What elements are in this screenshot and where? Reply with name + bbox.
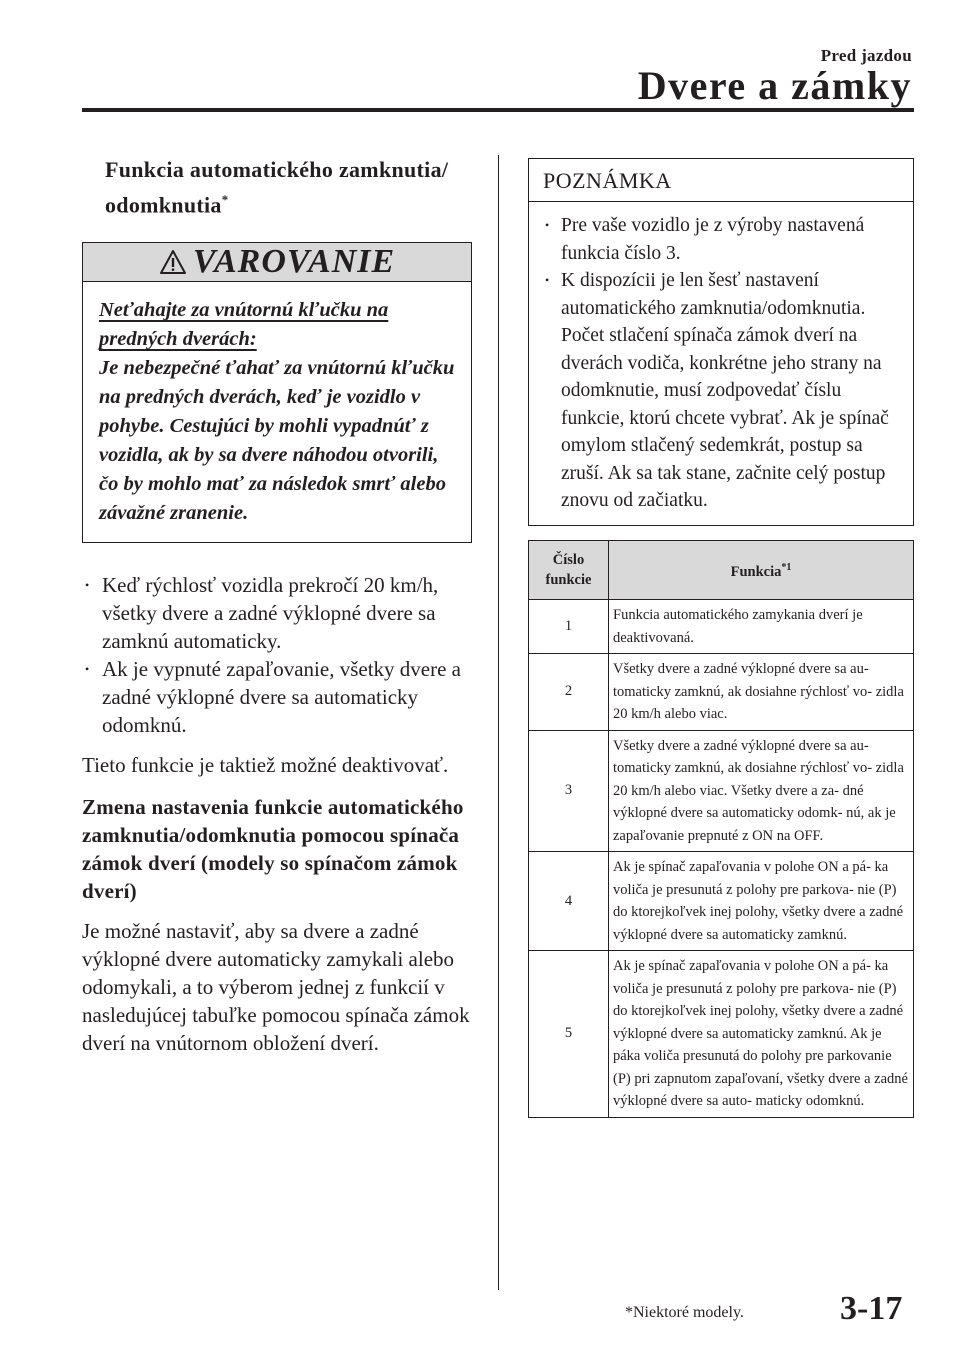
note-box	[528, 158, 914, 526]
function-table	[528, 540, 914, 1118]
table-row	[529, 654, 914, 731]
subheading: Zmena nastavenia funkcie automatického zamknutia/odomknutia pomocou spínača zámok dverí (modely so spínačom zámok dverí)	[82, 795, 464, 904]
cell-number: 3	[529, 730, 609, 852]
warning-triangle-icon	[159, 249, 187, 275]
cell-number: 1	[529, 600, 609, 654]
warning-body	[83, 282, 471, 542]
cell-text: Funkcia automatického zamykania dverí je deaktivovaná.	[609, 600, 914, 654]
header-rule	[82, 108, 914, 112]
warning-box	[82, 242, 472, 543]
cell-number: 2	[529, 654, 609, 731]
cell-text: Všetky dvere a zadné výklopné dvere sa au- tomaticky zamknú, ak dosiahne rýchlosť vo- zidla 20 km/h alebo viac. Všetky dvere a za- dné výklopné dvere sa automaticky odomk- nú, ak je zapaľovanie prepnuté z ON na OFF.	[609, 730, 914, 852]
left-column	[82, 155, 472, 1057]
col-header-function: Funkcia$^{*1}$	[609, 541, 914, 600]
cell-number: 5	[529, 951, 609, 1118]
section-label: Pred jazdou	[820, 46, 912, 65]
warning-label: VAROVANIE	[192, 243, 396, 281]
page-number: 3-17	[840, 1290, 903, 1327]
footnote: *Niektoré modely.	[625, 1304, 744, 1321]
warning-header	[83, 243, 471, 282]
column-divider	[498, 155, 499, 1290]
table-row	[529, 852, 914, 951]
list-item: • Keď rýchlosť vozidla prekročí 20 km/h, všetky dvere a zadné výklopné dvere sa zamknú automaticky.	[82, 571, 472, 655]
list-item: • Pre vaše vozidlo je z výroby nastavená funkcia číslo 3.	[541, 212, 903, 267]
paragraph: Je možné nastaviť, aby sa dvere a zadné výklopné dvere automaticky zamykali alebo odomykali, a to výberom jednej z funkcií v nasledujúcej tabuľke pomocou spínača zámok dverí na vnútornom obložení dverí.	[82, 919, 470, 1056]
list-item: • K dispozícii je len šesť nastavení automatického zamknutia/odomknutia. Počet stlačení spínača zámok dverí na dverách vodiča, konkrétne jeho strany na odomknutie, musí zodpovedať číslu funkcie, ktorú chcete vybrať. Ak je spínač omylom stlačený sedemkrát, postup sa zruší. Ak sa tak stane, začnite celý postup znovu od začiatku.	[541, 267, 903, 515]
note-header: POZNÁMKA	[529, 159, 913, 202]
table-row	[529, 730, 914, 852]
bullet-list	[82, 571, 472, 739]
table-row	[529, 600, 914, 654]
cell-number: 4	[529, 852, 609, 951]
paragraph: Tieto funkcie je taktiež možné deaktivovať.	[82, 753, 449, 778]
warning-text: Je nebezpečné ťahať za vnútornú kľučku na predných dverách, keď je vozidlo v pohybe. Cestujúci by mohli vypadnúť z vozidla, ak by sa dvere náhodou otvorili, čo by mohlo mať za následok smrť alebo závažné zranenie.	[99, 357, 455, 525]
section-title	[105, 155, 472, 220]
cell-text: Ak je spínač zapaľovania v polohe ON a pá- ka voliča je presunutá z polohy pre parkova- nie (P) do ktorejkoľvek inej polohy, všetky dvere a zadné výklopné dvere sa automaticky zamknú.	[609, 852, 914, 951]
note-list	[529, 202, 913, 525]
table-row	[529, 951, 914, 1118]
cell-text: Ak je spínač zapaľovania v polohe ON a pá- ka voliča je presunutá z polohy pre parkova- nie (P) do ktorejkoľvek inej polohy, všetky dvere a zadné výklopné dvere sa automaticky zamknú. Ak je páka voliča presunutá do polohy pre parkovanie (P) pri zapnutom zapaľovaní, všetky dvere a zadné výklopné dvere sa auto- maticky odomknú.	[609, 951, 914, 1118]
list-item: • Ak je vypnuté zapaľovanie, všetky dvere a zadné výklopné dvere sa automaticky odomknú.	[82, 655, 472, 739]
chapter-title: Dvere a zámky	[637, 63, 912, 108]
optional-mark: *	[221, 192, 229, 207]
col-header-number: Číslo funkcie	[529, 541, 609, 600]
table-header-row	[529, 541, 914, 600]
section-title-text: Funkcia automatického zamknutia/ odomknutia	[105, 157, 449, 218]
cell-text: Všetky dvere a zadné výklopné dvere sa au- tomaticky zamknú, ak dosiahne rýchlosť vo- zidla 20 km/h alebo viac.	[609, 654, 914, 731]
warning-subtitle: Neťahajte za vnútornú kľučku na predných dverách:	[99, 299, 389, 351]
